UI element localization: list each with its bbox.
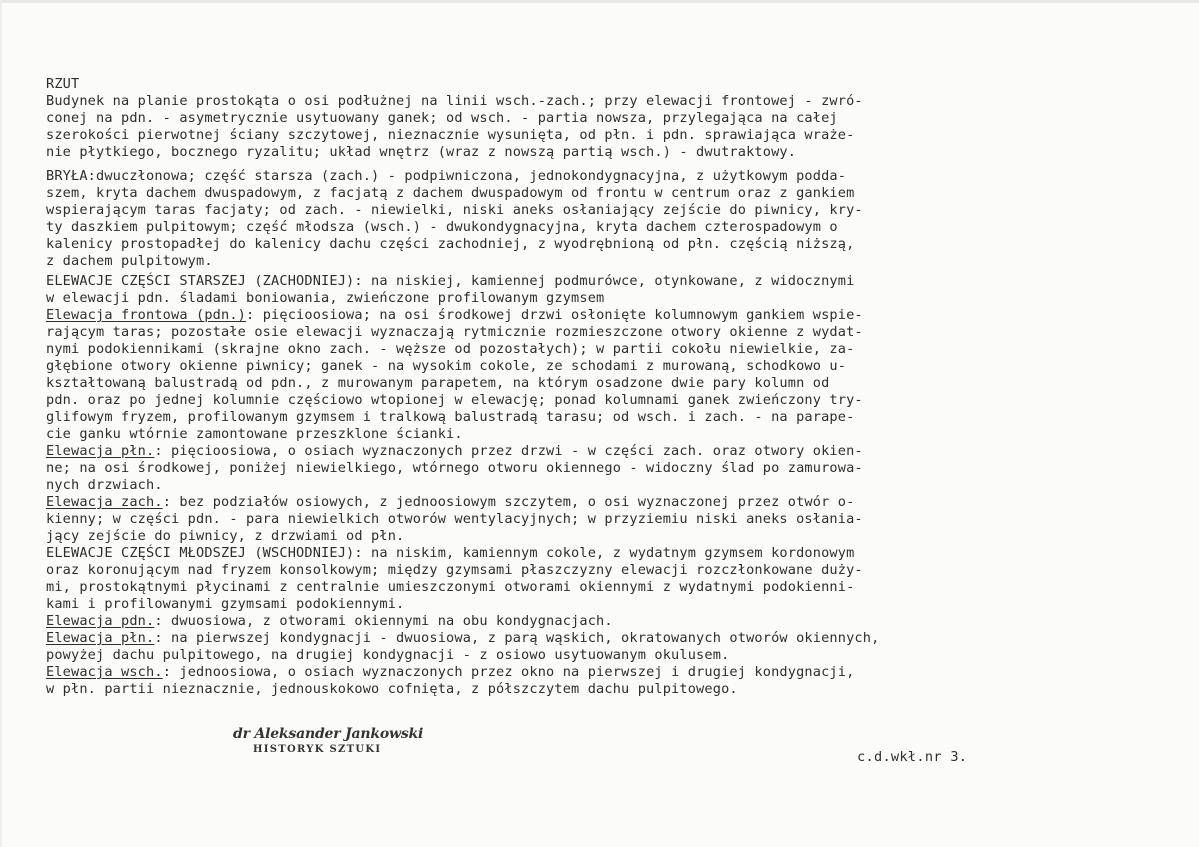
text-line: glifowym fryzem, profilowanym gzymsem i tralkową balustradą tarasu; od wsch. i zach. - na parape- (46, 409, 855, 425)
text-line: ne; na osi środkowej, poniżej niewielkiego, wtórnego otworu okiennego - widoczny ślad po zamurowa- (46, 460, 863, 476)
text-line: Elewacja pdn.: dwuosiowa, z otworami okiennymi na obu kondygnacjach. (46, 613, 613, 629)
text-line: z dachem pulpitowym. (46, 253, 213, 269)
elewacja-pdn-east-paragraph (46, 613, 1186, 630)
starsza-intro-paragraph (46, 273, 1186, 307)
text-line: rającym taras; pozostałe osie elewacji wyznaczają rytmicznie rozmieszczone otwory okienne z wydat- (46, 324, 863, 340)
elewacja-wsch-paragraph (46, 664, 1186, 698)
text-line: kami i profilowanymi gzymsami podokiennymi. (46, 596, 405, 612)
page-edge (0, 0, 2, 847)
elewacja-wsch-label: Elewacja wsch. (46, 664, 163, 680)
text-line: głębione otwory okienne piwnicy; ganek - na wysokim cokole, ze schodami z murowaną, schodkowo u- (46, 358, 847, 374)
elewacja-pln-east-paragraph (46, 630, 1186, 664)
text-line: cie ganku wtórnie zamontowane przeszklone ścianki. (46, 426, 463, 442)
elewacja-frontowa-label: Elewacja frontowa (pdn.) (46, 307, 247, 323)
elewacja-pln-label: Elewacja płn. (46, 443, 155, 459)
text-line: jący zejście do piwnicy, z drzwiami od płn. (46, 528, 405, 544)
text-line: kształtowaną balustradą od pdn., z murowanym parapetem, na którym osadzone dwie pary kolumn od (46, 375, 830, 391)
text-line: ty daszkiem pulpitowym; część młodsza (wsch.) - dwukondygnacyjna, kryta dachem czterospadowym o (46, 219, 838, 235)
text-line: w elewacji pdn. śladami boniowania, zwieńczone profilowanym gzymsem (46, 290, 605, 306)
author-name: dr Aleksander Jankowski (233, 726, 424, 742)
text-line: powyżej dachu pulpitowego, na drugiej kondygnacji - z osiowo usytuowanym okulusem. (46, 647, 730, 663)
document-body (46, 76, 1186, 698)
text-line: BRYŁA:dwuczłonowa; część starsza (zach.) - podpiwniczona, jednokondygnacyjna, z użytkowym podda- (46, 168, 847, 184)
text-line: Budynek na planie prostokąta o osi podłużnej na linii wsch.-zach.; przy elewacji frontowej - zwró- (46, 93, 863, 109)
elewacja-zach-paragraph (46, 494, 1186, 545)
elewacja-frontowa-paragraph (46, 307, 1186, 443)
page-edge (0, 0, 1199, 3)
author-stamp (233, 726, 433, 755)
text-line: Elewacja wsch.: jednoosiowa, o osiach wyznaczonych przez okno na pierwszej i drugiej kondygnacji, (46, 664, 855, 680)
text-line: szem, kryta dachem dwuspadowym, z facjatą z dachem dwuspadowym od frontu w centrum oraz z gankiem (46, 185, 855, 201)
text-line: Elewacja płn.: na pierwszej kondygnacji - dwuosiowa, z parą wąskich, okratowanych otworów okiennych, (46, 630, 880, 646)
text-line: mi, prostokątnymi płycinami z centralnie umieszczonymi otworami okiennymi z wydatnymi podokienni- (46, 579, 855, 595)
elewacja-zach-label: Elewacja zach. (46, 494, 163, 510)
text-line: wspierającym taras facjaty; od zach. - niewielki, niski aneks osłaniający zejście do piwnicy, kry- (46, 202, 863, 218)
continuation-reference: c.d.wkł.nr 3. (857, 749, 968, 765)
text-line: Elewacja płn.: pięcioosiowa, o osiach wyznaczonych przez drzwi - w części zach. oraz otwory okien- (46, 443, 863, 459)
elewacja-pdn-label: Elewacja pdn. (46, 613, 155, 629)
text-line: oraz koronującym nad fryzem konsolkowym; między gzymsami płaszczyzny elewacji rozczłonkowane duży- (46, 562, 863, 578)
text-line: szerokości pierwotnej ściany szczytowej, nieznacznie wysunięta, od płn. i pdn. sprawiająca wraże- (46, 127, 855, 143)
elewacja-pln-west-paragraph (46, 443, 1186, 494)
text-line: pdn. oraz po jednej kolumnie częściowo wtopionej w elewację; ponad kolumnami ganek zwieńczony try- (46, 392, 863, 408)
text-line: kalenicy prostopadłej do kalenicy dachu części zachodniej, z wyodrębnioną od płn. częścią niższą, (46, 236, 855, 252)
text-line: nymi podokiennikami (skrajne okno zach. - węższe od pozostałych); w partii cokołu niewielkie, za- (46, 341, 855, 357)
elewacja-pln-label: Elewacja płn. (46, 630, 155, 646)
text-line: conej na pdn. - asymetrycznie usytuowany ganek; od wsch. - partia nowsza, przylegająca na całej (46, 110, 838, 126)
text-line: nie płytkiego, bocznego ryzalitu; układ wnętrz (wraz z nowszą partią wsch.) - dwutraktowy. (46, 144, 797, 160)
text-line: ELEWACJE CZĘŚCI MŁODSZEJ (WSCHODNIEJ): na niskim, kamiennym cokole, z wydatnym gzymsem kordonowym (46, 545, 855, 561)
author-title: HISTORYK SZTUKI (253, 744, 382, 755)
text-line: Elewacja frontowa (pdn.): pięcioosiowa; na osi środkowej drzwi osłonięte kolumnowym gankiem wspie- (46, 307, 863, 323)
mlodsza-paragraph (46, 545, 1186, 613)
bryla-paragraph (46, 168, 1186, 270)
section-heading-rzut: RZUT (46, 76, 80, 92)
text-line: nych drzwiach. (46, 477, 163, 493)
rzut-paragraph (46, 93, 1186, 161)
text-line: kienny; w części pdn. - para niewielkich otworów wentylacyjnych; w przyziemiu niski aneks osłania- (46, 511, 863, 527)
text-line: Elewacja zach.: bez podziałów osiowych, z jednoosiowym szczytem, o osi wyznaczonej przez otwór o- (46, 494, 855, 510)
text-line: w płn. partii nieznacznie, jednouskokowo cofnięta, z półszczytem dachu pulpitowego. (46, 681, 738, 697)
text-line: ELEWACJE CZĘŚCI STARSZEJ (ZACHODNIEJ): na niskiej, kamiennej podmurówce, otynkowane, z widocznymi (46, 273, 855, 289)
